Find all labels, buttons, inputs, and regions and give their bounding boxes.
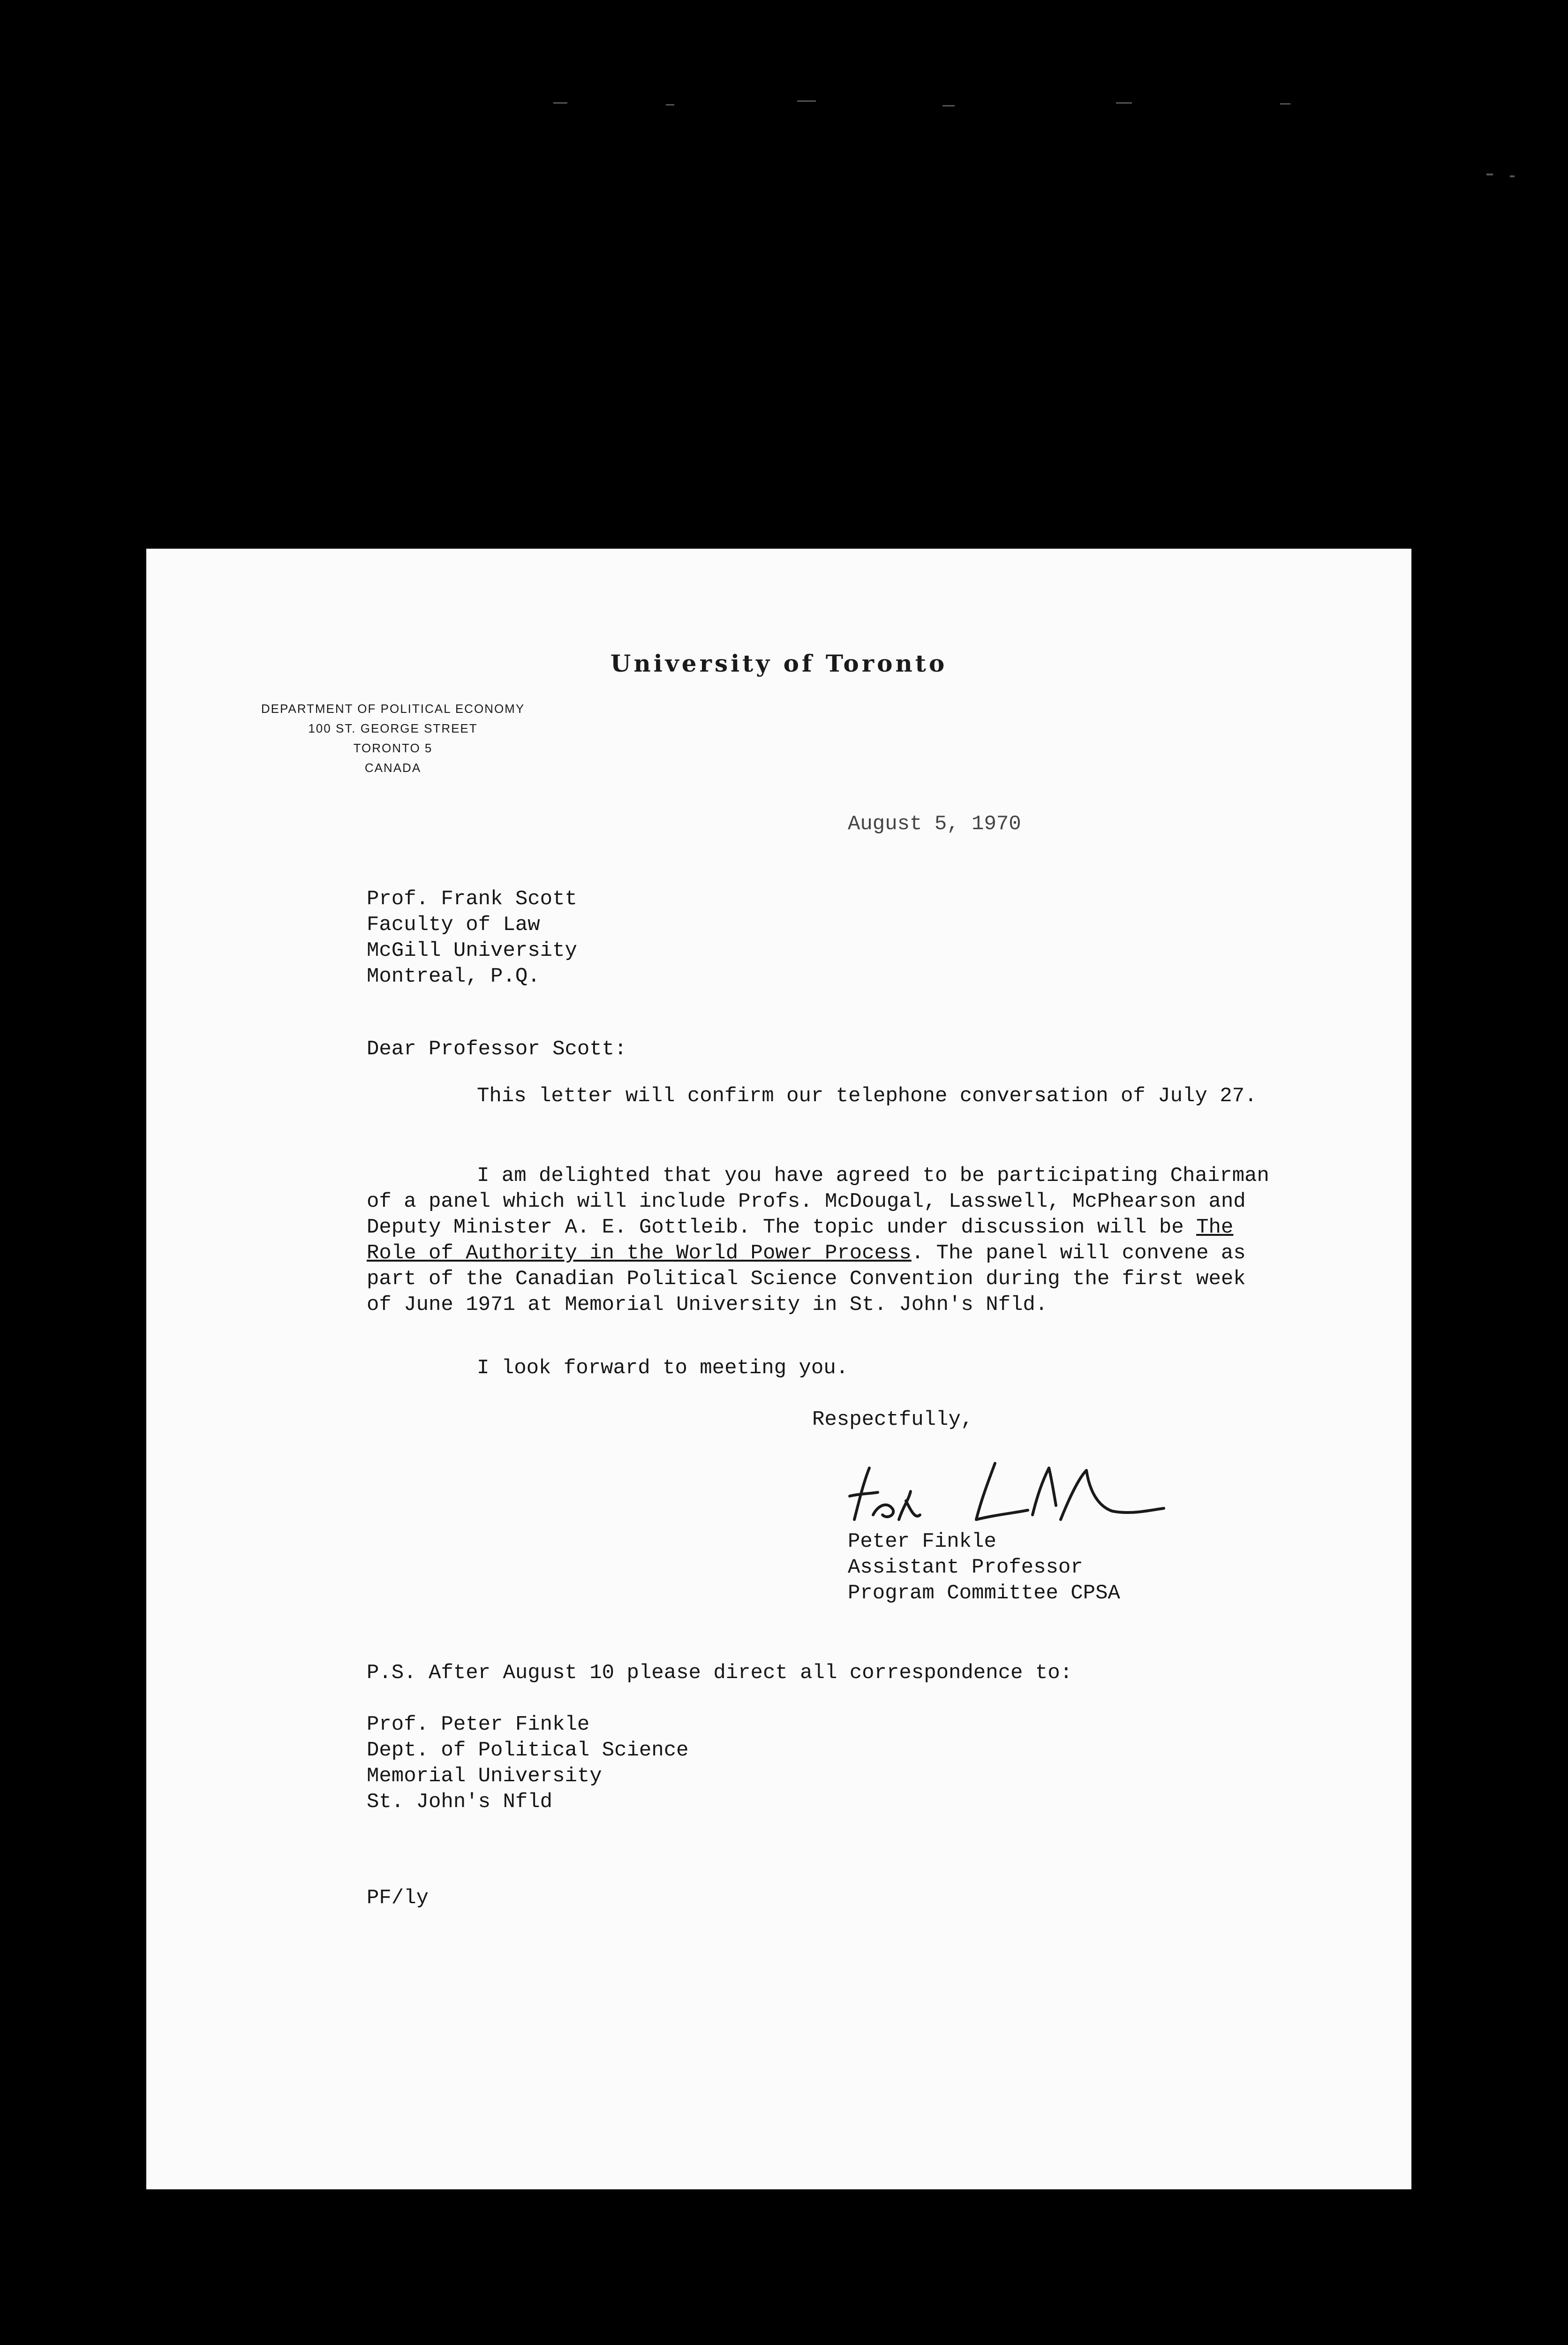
paragraph-text: I am delighted that you have agreed to be participating Chairman of a panel which will include Profs. McDougal, Lasswell, McPhearson and Deputy Minister A. E. Gottleib. The topic under discussion will be xyxy=(367,1164,1269,1239)
address-line: Memorial University xyxy=(367,1764,602,1788)
typist-initials: PF/ly xyxy=(367,1886,429,1910)
address-line: Prof. Frank Scott xyxy=(367,887,577,911)
address-line: St. John's Nfld xyxy=(367,1790,553,1814)
postscript-address xyxy=(367,1712,689,1815)
salutation: Dear Professor Scott: xyxy=(367,1037,627,1061)
paragraph-text: I look forward to meeting you. xyxy=(477,1356,849,1380)
signer-name: Peter Finkle xyxy=(848,1530,996,1553)
body-paragraph-3 xyxy=(367,1355,1281,1381)
body-paragraph-1 xyxy=(367,1083,1281,1109)
recipient-address xyxy=(367,886,577,990)
address-line: Faculty of Law xyxy=(367,913,540,937)
address-line: Prof. Peter Finkle xyxy=(367,1713,590,1736)
panel-topic: The Role of Authority in the World Power Process xyxy=(367,1216,1234,1265)
signer-title: Assistant Professor xyxy=(848,1556,1083,1579)
department-line: 100 ST. GEORGE STREET xyxy=(308,721,478,735)
department-line: DEPARTMENT OF POLITICAL ECONOMY xyxy=(261,702,525,716)
letter-date: August 5, 1970 xyxy=(848,812,1021,836)
department-line: CANADA xyxy=(364,761,422,775)
department-line: TORONTO 5 xyxy=(353,741,433,755)
signer-committee: Program Committee CPSA xyxy=(848,1581,1120,1605)
signature-block xyxy=(848,1529,1120,1606)
body-paragraph-2 xyxy=(367,1163,1281,1318)
film-specks xyxy=(0,0,1568,281)
address-line: Dept. of Political Science xyxy=(367,1739,689,1762)
address-line: Montreal, P.Q. xyxy=(367,965,540,988)
postscript: P.S. After August 10 please direct all correspondence to: xyxy=(367,1661,1073,1685)
paragraph-text: . The panel will convene as part of the Canadian Political Science Convention during the first week of June 1971 at Memorial University in St. John's Nfld. xyxy=(367,1241,1246,1316)
closing: Respectfully, xyxy=(812,1408,973,1431)
handwritten-signature xyxy=(840,1449,1168,1538)
letterhead-department xyxy=(224,699,562,778)
letterhead-institution: University of Toronto xyxy=(610,650,948,677)
letter-page xyxy=(146,549,1411,2189)
address-line: McGill University xyxy=(367,939,577,962)
paragraph-text: This letter will confirm our telephone conversation of July 27. xyxy=(477,1084,1257,1108)
